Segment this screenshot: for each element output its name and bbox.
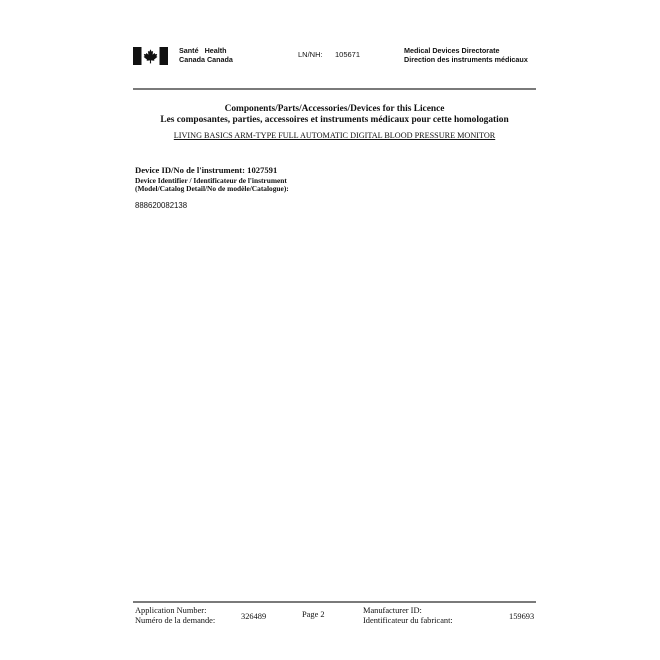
application-number-label-en: Application Number:: [135, 606, 207, 615]
page-number: Page 2: [302, 610, 325, 619]
device-id: Device ID/No de l'instrument: 1027591: [135, 165, 278, 175]
licence-number-value: 105671: [335, 50, 361, 59]
title-block: [133, 104, 536, 140]
device-identifier-sublabel: (Model/Catalog Detail/No de modèle/Catalogue):: [135, 184, 289, 194]
device-identifier-label: Device Identifier / Identificateur de l'instrument: [135, 176, 287, 185]
manufacturer-id-value: 159693: [509, 612, 535, 621]
licence-number-label: LN/NH:: [298, 50, 323, 59]
device-identifier-heading: [135, 177, 289, 193]
manufacturer-id-label-fr: Identificateur du fabricant:: [363, 615, 453, 625]
canada-flag-logo: [133, 47, 168, 65]
device-name: LIVING BASICS ARM-TYPE FULL AUTOMATIC DIGITAL BLOOD PRESSURE MONITOR: [173, 131, 496, 140]
footer-divider: [133, 601, 536, 603]
application-number-label-fr: Numéro de la demande:: [135, 615, 216, 625]
directorate-name: [404, 47, 528, 64]
directorate-fr: Direction des instruments médicaux: [404, 54, 528, 64]
government-wordmark: Santé Health Canada Canada: [179, 46, 233, 64]
title-fr: Les composantes, parties, accessoires et instruments médicaux pour cette homologation: [160, 114, 509, 125]
manufacturer-id-label-en: Manufacturer ID:: [363, 606, 422, 615]
header-divider: [133, 88, 536, 90]
application-number-value: 326489: [241, 612, 267, 621]
title-en: Components/Parts/Accessories/Devices for this Licence: [224, 104, 445, 114]
manufacturer-id-label: [363, 606, 453, 625]
device-identifier-value: 888620082138: [135, 201, 188, 210]
application-number-label: [135, 606, 215, 625]
directorate-en: Medical Devices Directorate: [404, 46, 500, 55]
